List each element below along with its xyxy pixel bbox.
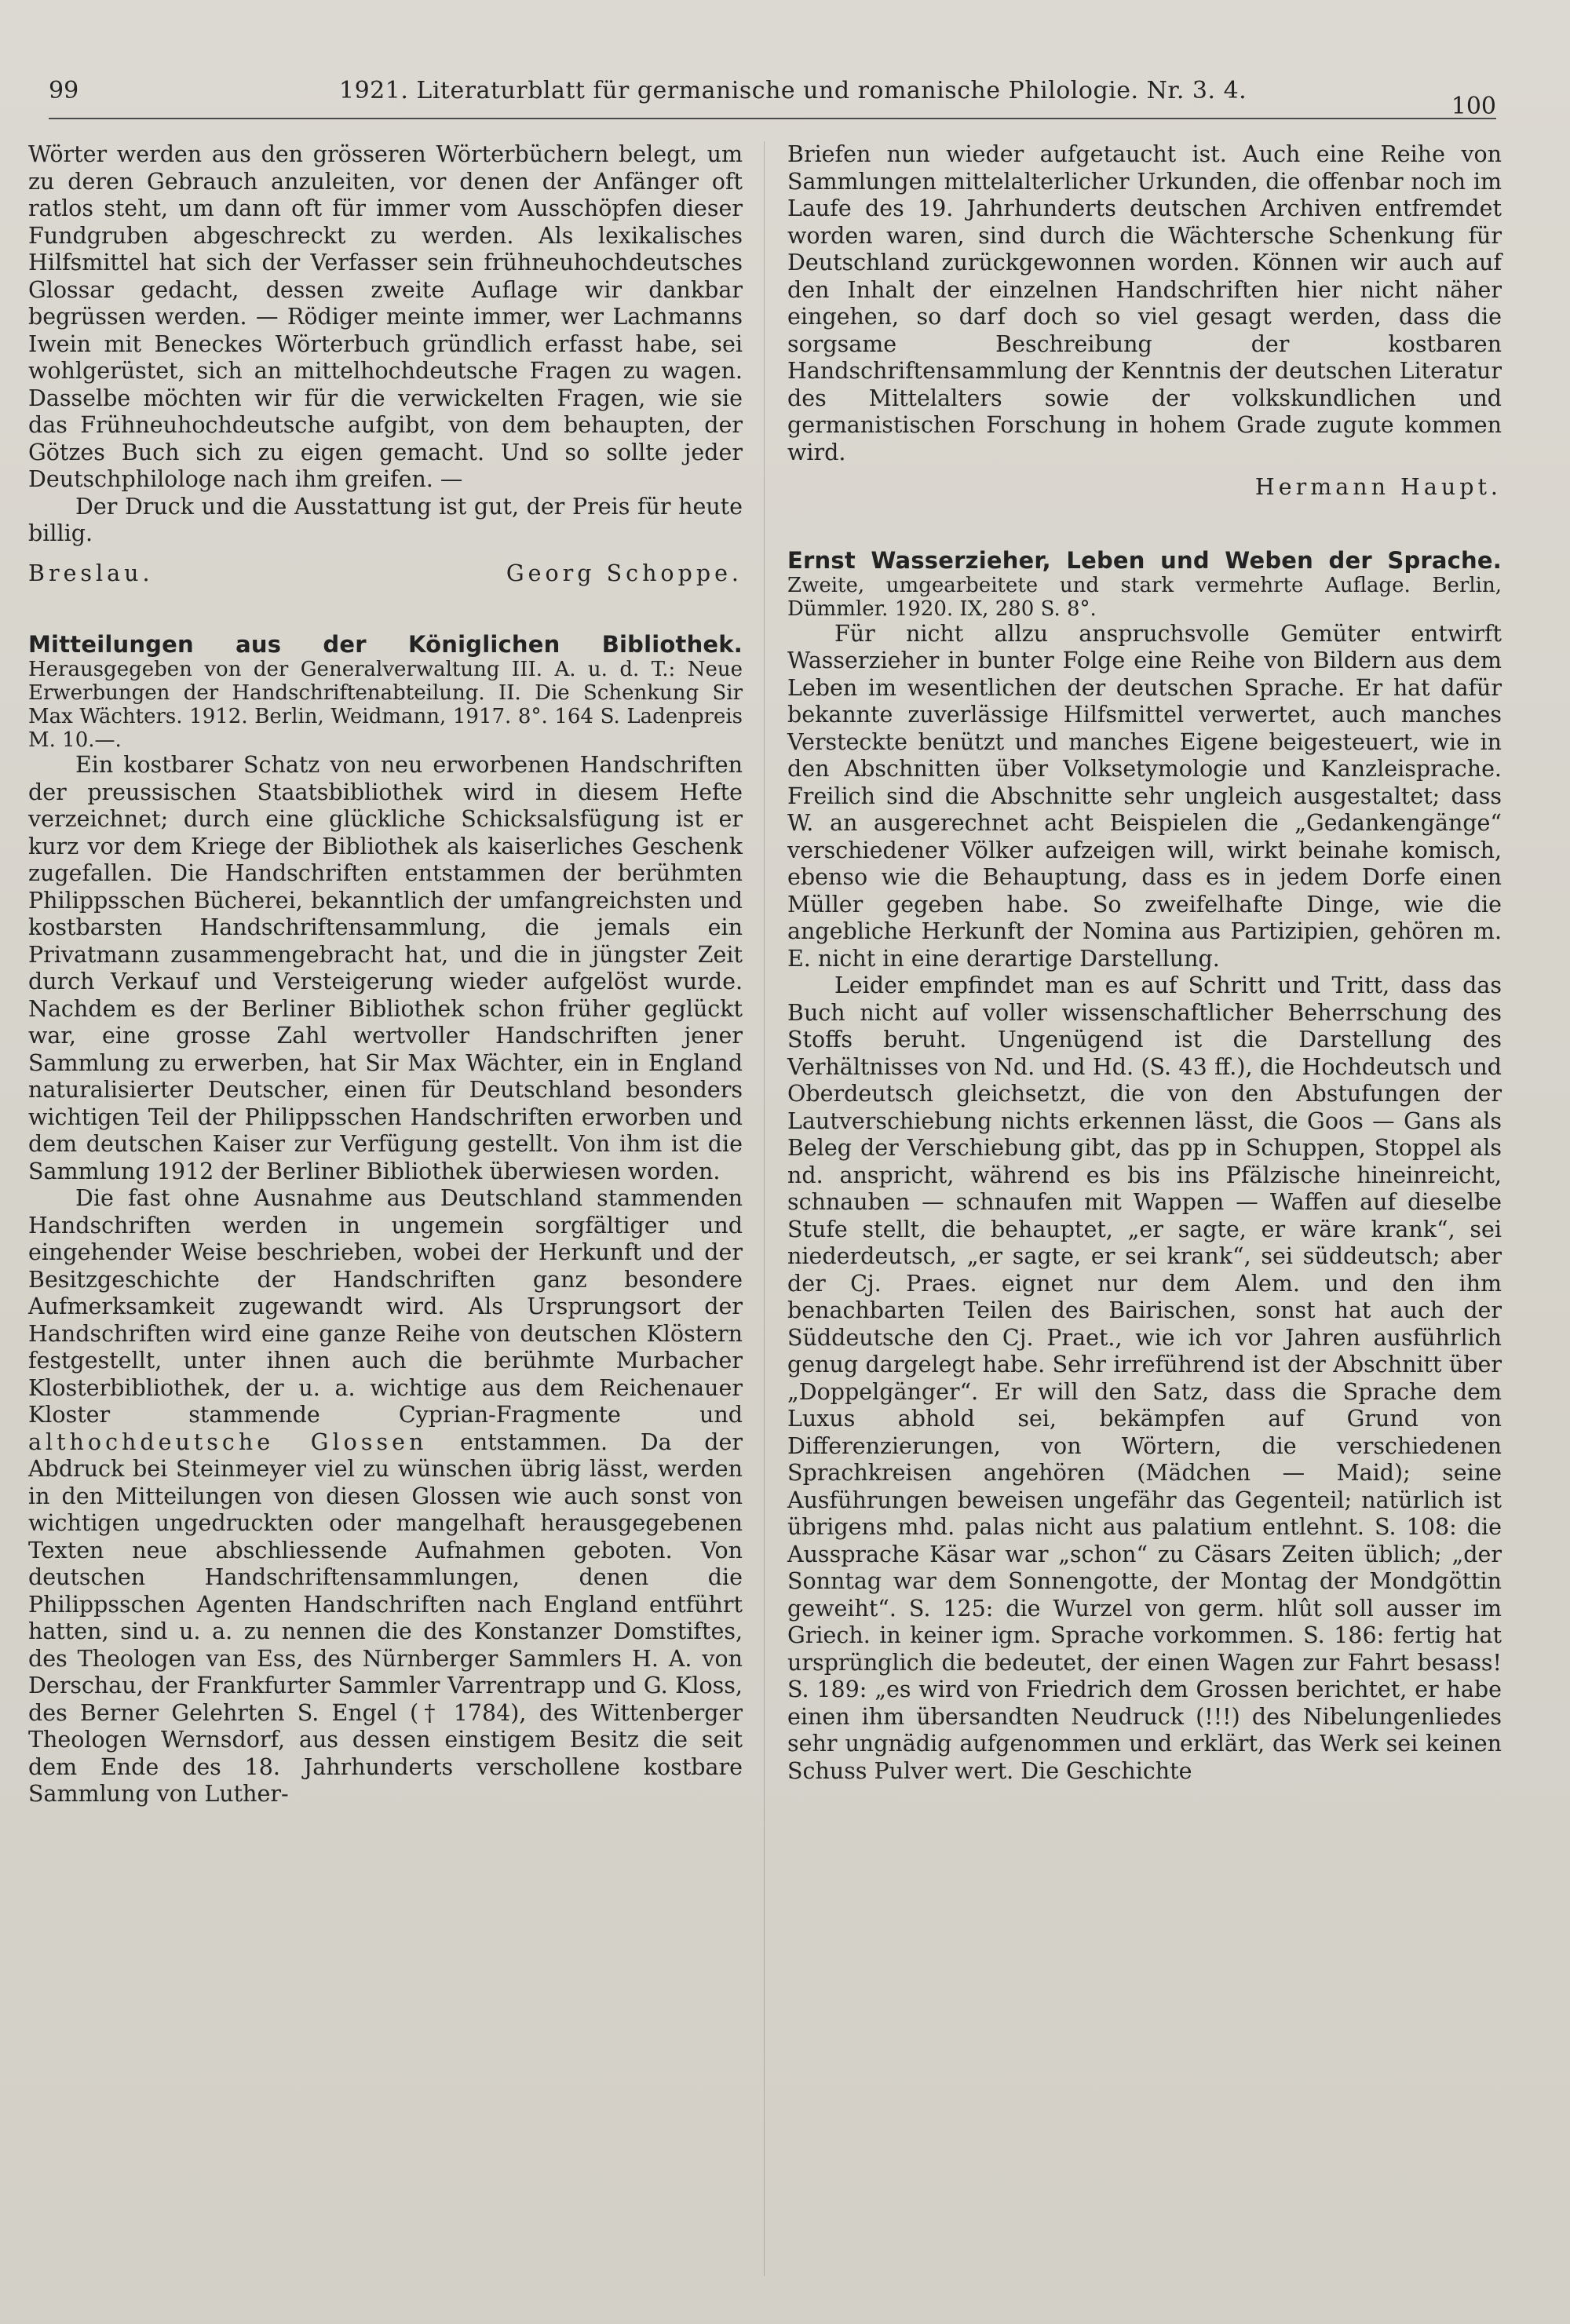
paragraph-text: entstammen. Da der Abdruck bei Steinmeyer viel zu wünschen übrig lässt, werden in den Mitteilungen von diesen Glossen wie auch sonst von wichtigen ungedruckten oder mangelhaft herausgegebenen Texten neue abschliessende Aufnahmen geboten. Von deutschen Handschriftensammlungen, denen die Philippsschen Agenten Handschriften nach England entführt hatten, sind u. a. zu nennen die des Konstanzer Domstiftes, des Theologen van Ess, des Nürnberger Sammlers H. A. von Derschau, der Frankfurter Sammler Varrentrapp und G. Kloss, des Berner Gelehrten S. Engel († 1784), des Wittenberger Theologen Wernsdorf, aus dessen einstigem Besitz die seit dem Ende des 18. Jahrhunderts verschollene kostbare Sammlung von Luther-	[28, 1428, 743, 1807]
paragraph: Wörter werden aus den grösseren Wörterbüchern belegt, um zu deren Gebrauch anzuleiten, vor denen der Anfänger oft ratlos steht, um dann oft für immer vom Ausschöpfen dieser Fundgruben abgeschreckt zu werden. Als lexikalisches Hilfsmittel hat sich der Verfasser sein frühneuhochdeutsches Glossar gedacht, dessen zweite Auflage wir dankbar begrüssen werden. — Rödiger meinte immer, wer Lachmanns Iwein mit Beneckes Wörterbuch gründlich erfasst habe, sei wohlgerüstet, sich an mittelhochdeutsche Fragen zu wagen. Dasselbe möchten wir für die verwickelten Fragen, wie sie das Frühneuhochdeutsche aufgibt, von dem behaupten, der Götzes Buch sich zu eigen gemacht. Und so sollte jeder Deutschphilologe nach ihm greifen. —	[28, 141, 743, 492]
review-title: Mitteilungen aus der Königlichen Bibliothek.	[28, 631, 743, 658]
paragraph: Briefen nun wieder aufgetaucht ist. Auch eine Reihe von Sammlungen mittelalterlicher Urkunden, die offenbar noch im Laufe des 19. Jahrhunderts deutschen Archiven entfremdet worden waren, sind durch die Wächtersche Schenkung für Deutschland zurückgewonnen worden. Können wir auch auf den Inhalt der einzelnen Handschriften hier nicht näher eingehen, so darf doch so viel gesagt werden, dass die sorgsame Beschreibung der kostbaren Handschriftensammlung der Kenntnis der deutschen Literatur des Mittelalters sowie der volkskundlichen und germanistischen Forschung in hohem Grade zugute kommen wird.	[787, 141, 1502, 465]
review-heading	[787, 546, 1502, 621]
page-number-right: 100	[1451, 93, 1496, 120]
running-header	[49, 69, 1496, 124]
journal-title: 1921. Literaturblatt für germanische und romanische Philologie. Nr. 3. 4.	[339, 77, 1247, 104]
page-number-left: 99	[49, 77, 79, 104]
paragraph	[28, 1185, 743, 1808]
paragraph: Für nicht allzu anspruchsvolle Gemüter entwirft Wasserzieher in bunter Folge eine Reihe von Bildern aus dem Leben im wesentlichen der deutschen Sprache. Er hat dafür bekannte zuverlässige Hilfsmittel verwertet, auch manches Versteckte benützt und manches Eigene beigesteuert, wie in den Abschnitten über Volksetymologie und Kanzleisprache. Freilich sind die Abschnitte sehr ungleich ausgestaltet; dass W. an ausgerechnet acht Beispielen die „Gedankengänge“ verschiedener Völker aufzeigen will, wirkt beinahe komisch, ebenso wie die Behauptung, dass es in jedem Dorfe einen Müller gegeben habe. So zweifelhafte Dinge, wie die angebliche Herkunft der Nomina aus Partizipien, gehören m. E. nicht in eine derartige Darstellung.	[787, 620, 1502, 972]
paragraph: Leider empfindet man es auf Schritt und Tritt, dass das Buch nicht auf voller wissenschaftlicher Beherrschung des Stoffs beruht. Ungenügend ist die Darstellung des Verhältnisses von Nd. und Hd. (S. 43 ff.), die Hochdeutsch und Oberdeutsch gleichsetzt, die von den Abstufungen der Lautverschiebung nichts erkennen lässt, die Goos — Gans als Beleg der Verschiebung gibt, das pp in Schuppen, Stoppel als nd. anspricht, während es bis ins Pfälzische hineinreicht, schnauben — schnaufen mit Wappen — Waffen auf dieselbe Stufe stellt, die behauptet, „er sagte, er wäre krank“, sei niederdeutsch, „er sagte, er sei krank“, sei süddeutsch; aber der Cj. Praes. eignet nur dem Alem. und den ihm benachbarten Teilen des Bairischen, sonst hat auch der Süddeutsche den Cj. Praet., wie ich vor Jahren ausführlich genug dargelegt habe. Sehr irreführend ist der Abschnitt über „Doppelgänger“. Er will den Satz, dass die Sprache dem Luxus abhold sei, bekämpfen auf Grund von Differenzierungen, von Wörtern, die verschiedenen Sprachkreisen angehören (Mädchen — Maid); seine Ausführungen beweisen ungefähr das Gegenteil; natürlich ist übrigens mhd. palas nicht aus palatium entlehnt. S. 108: die Aussprache Käsar war „schon“ zu Cäsars Zeiten üblich; „der Sonntag war dem Sonnengotte, der Montag der Mondgöttin geweiht“. S. 125: die Wurzel von germ. hlût soll ausser im Griech. in keiner igm. Sprache vorkommen. S. 186: fertig hat ursprünglich die bedeutet, der einen Wagen zur Fahrt besass! S. 189: „es wird von Friedrich dem Grossen berichtet, er habe einen ihm übersandten Neudruck (!!!) des Nibelungenliedes sehr ungnädig aufgenommen und erklärt, das Werk sei keinen Schuss Pulver wert. Die Geschichte	[787, 972, 1502, 1784]
paragraph: Ein kostbarer Schatz von neu erworbenen Handschriften der preussischen Staatsbibliothek wird in diesem Hefte verzeichnet; durch eine glückliche Schicksalsfügung ist er kurz vor dem Kriege der Bibliothek als kaiserliches Geschenk zugefallen. Die Handschriften entstammen der berühmten Philippsschen Bücherei, bekanntlich der umfangreichsten und kostbarsten Handschriftensammlung, die jemals ein Privatmann zusammengebracht hat, und die in jüngster Zeit durch Verkauf und Versteigerung wieder aufgelöst wurde. Nachdem es der Berliner Bibliothek schon früher geglückt war, eine grosse Zahl wertvoller Handschriften jener Sammlung zu erwerben, hat Sir Max Wächter, ein in England naturalisierter Deutscher, einen für Deutschland besonders wichtigen Teil der Philippsschen Handschriften erworben und dem deutschen Kaiser zur Verfügung gestellt. Von ihm ist die Sammlung 1912 der Berliner Bibliothek überwiesen worden.	[28, 752, 743, 1184]
paragraph-text: Die fast ohne Ausnahme aus Deutschland stammenden Handschriften werden in ungemein sorgfältiger und eingehender Weise beschrieben, wobei der Herkunft und der Besitzgeschichte der Handschriften ganz besondere Aufmerksamkeit zugewandt wird. Als Ursprungsort der Handschriften wird eine ganze Reihe von deutschen Klöstern festgestellt, unter ihnen auch die berühmte Murbacher Klosterbibliothek, der u. a. wichtige aus dem Reichenauer Kloster stammende Cyprian-Fragmente und	[28, 1185, 743, 1428]
review-details: Zweite, umgearbeitete und stark vermehrte Auflage. Berlin, Dümmler. 1920. IX, 280 S. 8°.	[787, 573, 1502, 621]
paragraph: Der Druck und die Ausstattung ist gut, der Preis für heute billig.	[28, 493, 743, 546]
left-column	[28, 141, 743, 1808]
signature-place: Breslau.	[28, 560, 154, 586]
review-title: Ernst Wasserzieher, Leben und Weben der Sprache.	[787, 546, 1502, 574]
review-heading	[28, 633, 743, 752]
header-rule	[49, 118, 1496, 119]
signature-name: Georg Schoppe.	[506, 560, 743, 586]
emphasis: althochdeutsche Glossen	[28, 1428, 428, 1455]
review-details: Herausgegeben von der Generalverwaltung III. A. u. d. T.: Neue Erwerbungen der Handschriftenabteilung. II. Die Schenkung Sir Max Wächters. 1912. Berlin, Weidmann, 1917. 8°. 164 S. Ladenpreis M. 10.—.	[28, 658, 743, 752]
signature	[28, 560, 743, 588]
column-divider	[764, 141, 765, 2276]
right-column	[787, 141, 1502, 1785]
signature-name: Hermann Haupt.	[1254, 474, 1502, 500]
